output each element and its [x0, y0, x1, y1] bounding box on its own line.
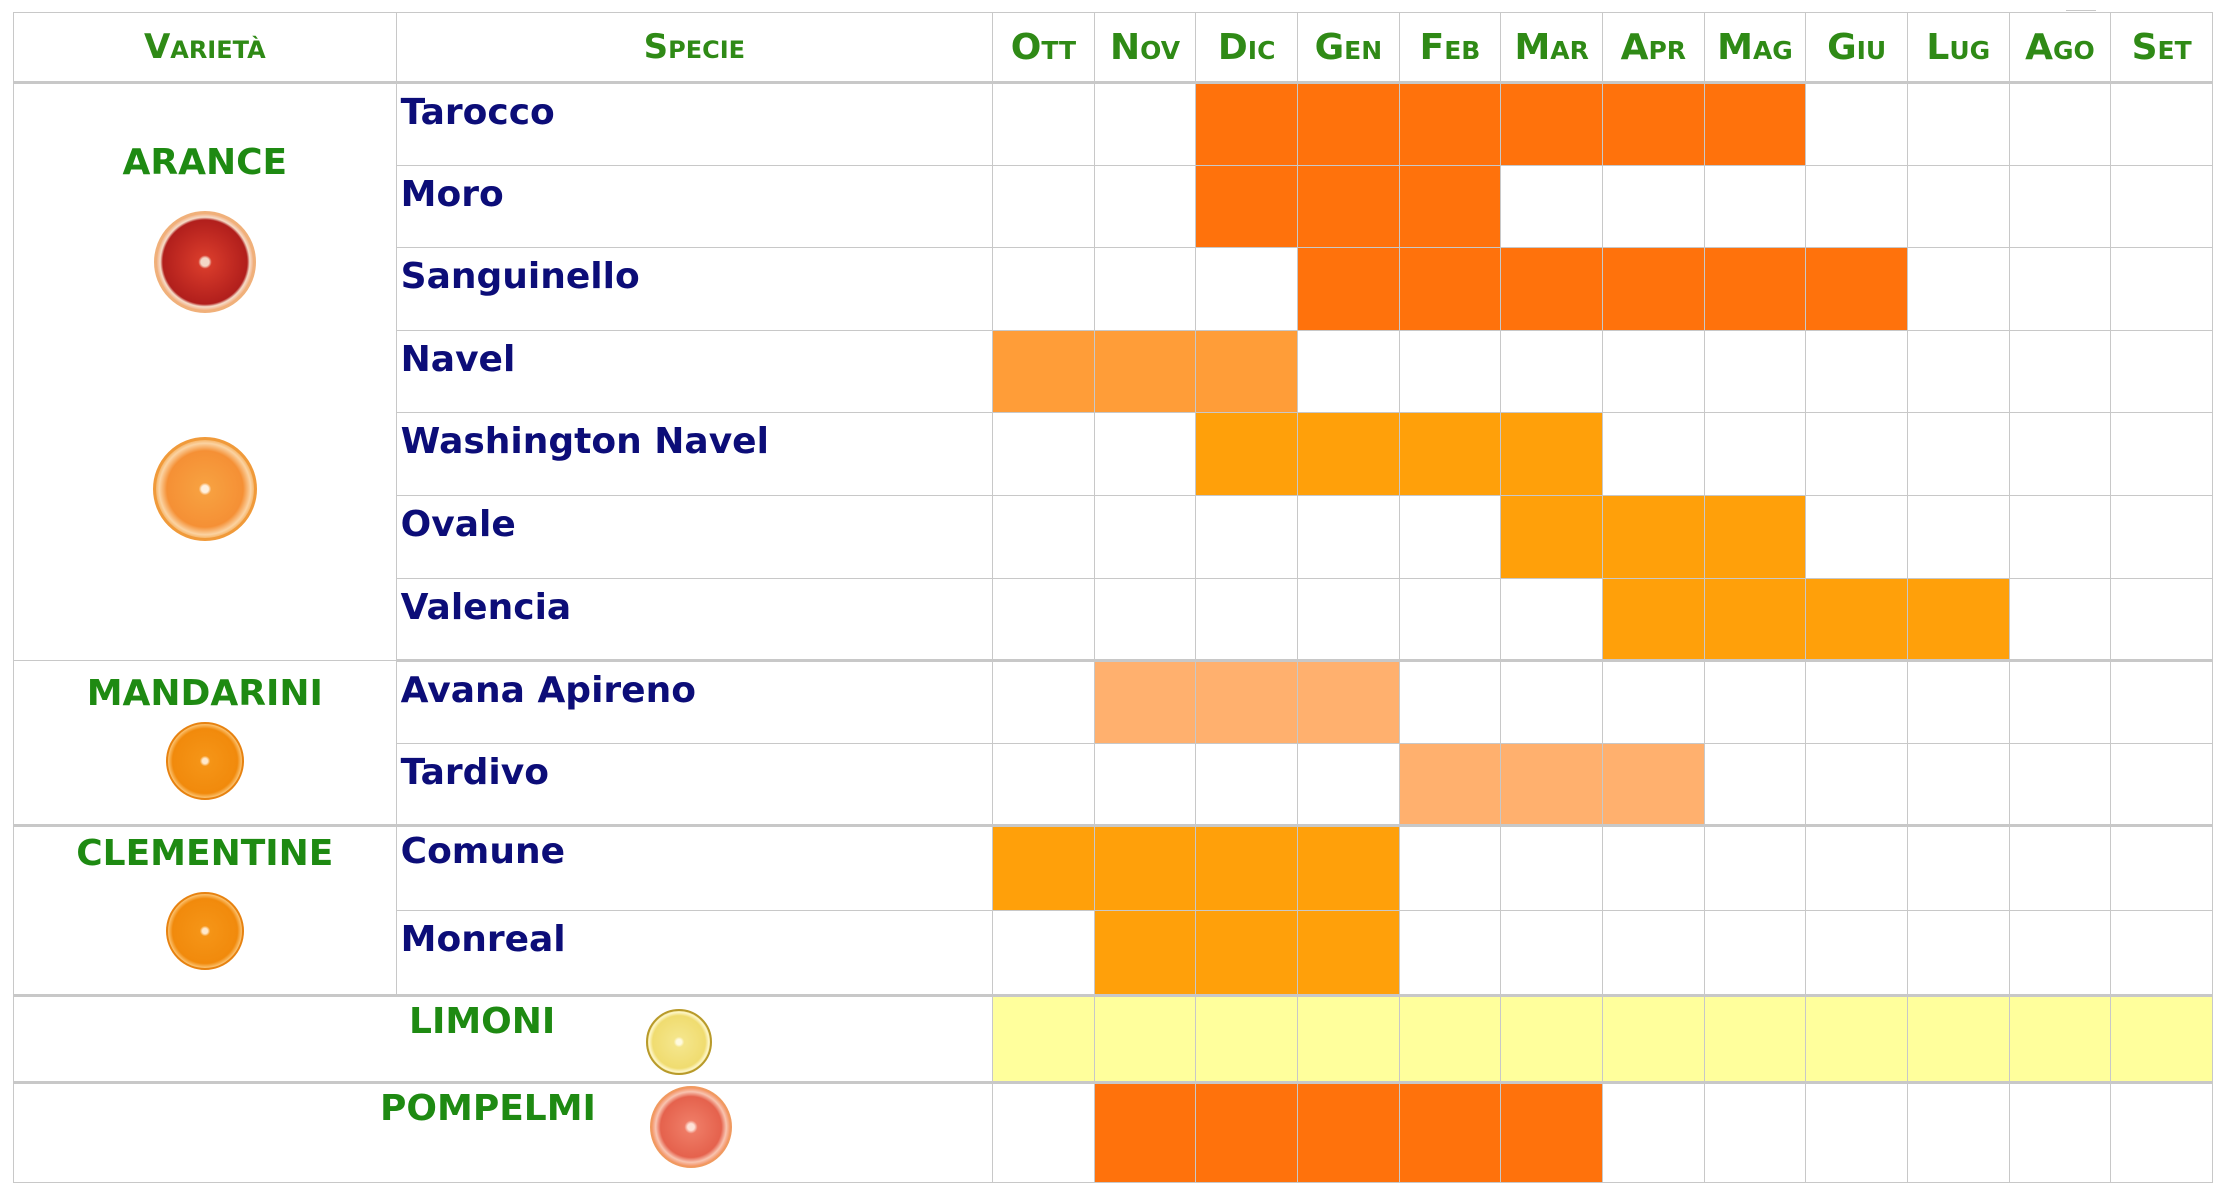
header-month: Mar [1501, 13, 1603, 83]
month-cell-set [2111, 165, 2213, 248]
month-cell-feb [1399, 661, 1501, 744]
month-cell-giu [1806, 743, 1908, 826]
month-cell-ago [2009, 1083, 2111, 1183]
table-row [14, 661, 2213, 744]
month-cell-available-lug [1907, 996, 2009, 1083]
table-row [14, 1083, 2213, 1183]
month-cell-nov [1094, 413, 1196, 496]
group-cell-limoni [14, 996, 993, 1083]
month-cell-available-gen [1298, 248, 1400, 331]
month-cell-set [2111, 413, 2213, 496]
month-cell-mar [1501, 165, 1603, 248]
month-cell-ago [2009, 661, 2111, 744]
month-cell-available-mag [1704, 996, 1806, 1083]
month-cell-available-gen [1298, 83, 1400, 166]
month-cell-apr [1603, 911, 1705, 996]
group-name-arance: ARANCE [122, 142, 288, 183]
month-cell-set [2111, 495, 2213, 578]
month-cell-feb [1399, 911, 1501, 996]
month-cell-available-gen [1298, 413, 1400, 496]
month-cell-set [2111, 1083, 2213, 1183]
month-cell-apr [1603, 330, 1705, 413]
month-cell-ago [2009, 248, 2111, 331]
group-cell-mandarini [14, 661, 397, 826]
header-month: Mag [1704, 13, 1806, 83]
month-cell-available-feb [1399, 996, 1501, 1083]
month-cell-gen [1298, 578, 1400, 661]
month-cell-dic [1196, 578, 1298, 661]
month-cell-gen [1298, 743, 1400, 826]
month-cell-available-ago [2009, 996, 2111, 1083]
species-label: Sanguinello [396, 248, 992, 331]
month-cell-available-giu [1806, 578, 1908, 661]
month-cell-available-dic [1196, 413, 1298, 496]
month-cell-available-gen [1298, 165, 1400, 248]
month-cell-feb [1399, 826, 1501, 911]
header-month: Lug [1907, 13, 2009, 83]
month-cell-lug [1907, 1083, 2009, 1183]
month-cell-available-gen [1298, 661, 1400, 744]
month-cell-available-mar [1501, 413, 1603, 496]
month-cell-apr [1603, 165, 1705, 248]
month-cell-ago [2009, 413, 2111, 496]
species-label: Avana Apireno [396, 661, 992, 744]
month-cell-giu [1806, 826, 1908, 911]
group-name-clementine: CLEMENTINE [76, 833, 334, 875]
month-cell-available-lug [1907, 578, 2009, 661]
month-cell-apr [1603, 413, 1705, 496]
month-cell-lug [1907, 83, 2009, 166]
month-cell-mar [1501, 661, 1603, 744]
month-cell-ott [993, 578, 1095, 661]
month-cell-mar [1501, 826, 1603, 911]
month-cell-available-apr [1603, 495, 1705, 578]
month-cell-feb [1399, 330, 1501, 413]
corner-mark [2066, 0, 2096, 11]
month-cell-available-feb [1399, 165, 1501, 248]
month-cell-set [2111, 826, 2213, 911]
month-cell-available-nov [1094, 911, 1196, 996]
month-cell-ott [993, 413, 1095, 496]
group-cell-clementine [14, 826, 397, 996]
orange-icon [153, 437, 257, 541]
month-cell-dic [1196, 743, 1298, 826]
month-cell-available-set [2111, 996, 2213, 1083]
month-cell-ago [2009, 743, 2111, 826]
month-cell-available-apr [1603, 578, 1705, 661]
month-cell-ott [993, 1083, 1095, 1183]
group-cell-pompelmi [14, 1083, 993, 1183]
month-cell-available-dic [1196, 1083, 1298, 1183]
table-row [14, 996, 2213, 1083]
month-cell-set [2111, 661, 2213, 744]
month-cell-available-dic [1196, 83, 1298, 166]
month-cell-available-mar [1501, 996, 1603, 1083]
month-cell-set [2111, 330, 2213, 413]
species-label: Valencia [396, 578, 992, 661]
month-cell-available-mar [1501, 495, 1603, 578]
header-row [14, 13, 2213, 83]
lemon-icon [646, 1009, 712, 1075]
month-cell-mag [1704, 911, 1806, 996]
species-label: Navel [396, 330, 992, 413]
month-cell-available-dic [1196, 826, 1298, 911]
month-cell-ago [2009, 495, 2111, 578]
month-cell-ago [2009, 165, 2111, 248]
header-month: Apr [1603, 13, 1705, 83]
month-cell-lug [1907, 661, 2009, 744]
month-cell-giu [1806, 911, 1908, 996]
month-cell-ago [2009, 330, 2111, 413]
header-varieta: Varietà [14, 13, 397, 83]
mandarin-icon [166, 722, 244, 800]
group-name-pompelmi: POMPELMI [380, 1088, 596, 1130]
month-cell-nov [1094, 743, 1196, 826]
species-label: Comune [396, 826, 992, 911]
month-cell-giu [1806, 83, 1908, 166]
month-cell-ott [993, 83, 1095, 166]
month-cell-ago [2009, 578, 2111, 661]
month-cell-available-apr [1603, 996, 1705, 1083]
month-cell-available-nov [1094, 1083, 1196, 1183]
month-cell-available-gen [1298, 911, 1400, 996]
month-cell-available-feb [1399, 1083, 1501, 1183]
month-cell-available-dic [1196, 661, 1298, 744]
month-cell-available-feb [1399, 413, 1501, 496]
month-cell-giu [1806, 1083, 1908, 1183]
month-cell-available-ott [993, 996, 1095, 1083]
month-cell-ott [993, 661, 1095, 744]
citrus-availability-table [13, 12, 2213, 1183]
month-cell-available-feb [1399, 248, 1501, 331]
month-cell-mar [1501, 578, 1603, 661]
month-cell-apr [1603, 1083, 1705, 1183]
blood-orange-icon [154, 211, 256, 313]
month-cell-available-giu [1806, 248, 1908, 331]
month-cell-mar [1501, 911, 1603, 996]
month-cell-ago [2009, 911, 2111, 996]
month-cell-giu [1806, 413, 1908, 496]
month-cell-lug [1907, 826, 2009, 911]
group-name-mandarini: MANDARINI [86, 673, 323, 715]
header-month: Feb [1399, 13, 1501, 83]
month-cell-available-mag [1704, 83, 1806, 166]
month-cell-available-gen [1298, 826, 1400, 911]
species-label: Tardivo [396, 743, 992, 826]
month-cell-available-dic [1196, 996, 1298, 1083]
month-cell-mag [1704, 413, 1806, 496]
month-cell-available-mag [1704, 578, 1806, 661]
month-cell-available-feb [1399, 743, 1501, 826]
month-cell-available-mar [1501, 248, 1603, 331]
group-name-limoni: LIMONI [409, 1001, 556, 1043]
month-cell-dic [1196, 248, 1298, 331]
month-cell-nov [1094, 83, 1196, 166]
table-row [14, 83, 2213, 166]
month-cell-mag [1704, 743, 1806, 826]
month-cell-giu [1806, 495, 1908, 578]
month-cell-nov [1094, 578, 1196, 661]
month-cell-mar [1501, 330, 1603, 413]
month-cell-mag [1704, 661, 1806, 744]
month-cell-available-giu [1806, 996, 1908, 1083]
month-cell-available-dic [1196, 911, 1298, 996]
group-cell-arance [14, 83, 397, 661]
species-label: Ovale [396, 495, 992, 578]
month-cell-lug [1907, 911, 2009, 996]
month-cell-ott [993, 911, 1095, 996]
month-cell-available-mag [1704, 248, 1806, 331]
month-cell-ott [993, 743, 1095, 826]
month-cell-available-dic [1196, 330, 1298, 413]
month-cell-available-apr [1603, 248, 1705, 331]
month-cell-set [2111, 248, 2213, 331]
species-label: Washington Navel [396, 413, 992, 496]
header-month: Ott [993, 13, 1095, 83]
month-cell-set [2111, 83, 2213, 166]
month-cell-mag [1704, 165, 1806, 248]
month-cell-available-gen [1298, 996, 1400, 1083]
month-cell-available-apr [1603, 83, 1705, 166]
month-cell-available-nov [1094, 826, 1196, 911]
month-cell-available-nov [1094, 996, 1196, 1083]
month-cell-feb [1399, 495, 1501, 578]
month-cell-available-ott [993, 826, 1095, 911]
species-label: Moro [396, 165, 992, 248]
month-cell-available-nov [1094, 330, 1196, 413]
month-cell-giu [1806, 661, 1908, 744]
month-cell-set [2111, 578, 2213, 661]
month-cell-gen [1298, 330, 1400, 413]
month-cell-ago [2009, 83, 2111, 166]
month-cell-available-mar [1501, 1083, 1603, 1183]
header-month: Set [2111, 13, 2213, 83]
month-cell-nov [1094, 495, 1196, 578]
month-cell-ago [2009, 826, 2111, 911]
month-cell-available-mar [1501, 83, 1603, 166]
header-month: Nov [1094, 13, 1196, 83]
month-cell-ott [993, 248, 1095, 331]
header-month: Dic [1196, 13, 1298, 83]
month-cell-dic [1196, 495, 1298, 578]
month-cell-mag [1704, 330, 1806, 413]
species-label: Monreal [396, 911, 992, 996]
month-cell-ott [993, 165, 1095, 248]
month-cell-available-feb [1399, 83, 1501, 166]
header-month: Ago [2009, 13, 2111, 83]
month-cell-apr [1603, 826, 1705, 911]
species-label: Tarocco [396, 83, 992, 166]
month-cell-ott [993, 495, 1095, 578]
month-cell-lug [1907, 330, 2009, 413]
month-cell-lug [1907, 248, 2009, 331]
month-cell-lug [1907, 743, 2009, 826]
month-cell-giu [1806, 330, 1908, 413]
month-cell-set [2111, 911, 2213, 996]
header-month: Gen [1298, 13, 1400, 83]
month-cell-lug [1907, 495, 2009, 578]
month-cell-nov [1094, 248, 1196, 331]
month-cell-available-dic [1196, 165, 1298, 248]
grapefruit-icon [650, 1086, 732, 1168]
month-cell-available-mag [1704, 495, 1806, 578]
month-cell-available-gen [1298, 1083, 1400, 1183]
month-cell-giu [1806, 165, 1908, 248]
month-cell-available-ott [993, 330, 1095, 413]
header-specie: Specie [396, 13, 992, 83]
month-cell-gen [1298, 495, 1400, 578]
month-cell-available-mar [1501, 743, 1603, 826]
clementine-icon [166, 892, 244, 970]
month-cell-lug [1907, 413, 2009, 496]
month-cell-lug [1907, 165, 2009, 248]
month-cell-nov [1094, 165, 1196, 248]
month-cell-mag [1704, 826, 1806, 911]
table-row [14, 826, 2213, 911]
header-month: Giu [1806, 13, 1908, 83]
month-cell-feb [1399, 578, 1501, 661]
month-cell-apr [1603, 661, 1705, 744]
month-cell-available-nov [1094, 661, 1196, 744]
month-cell-available-apr [1603, 743, 1705, 826]
month-cell-mag [1704, 1083, 1806, 1183]
month-cell-set [2111, 743, 2213, 826]
